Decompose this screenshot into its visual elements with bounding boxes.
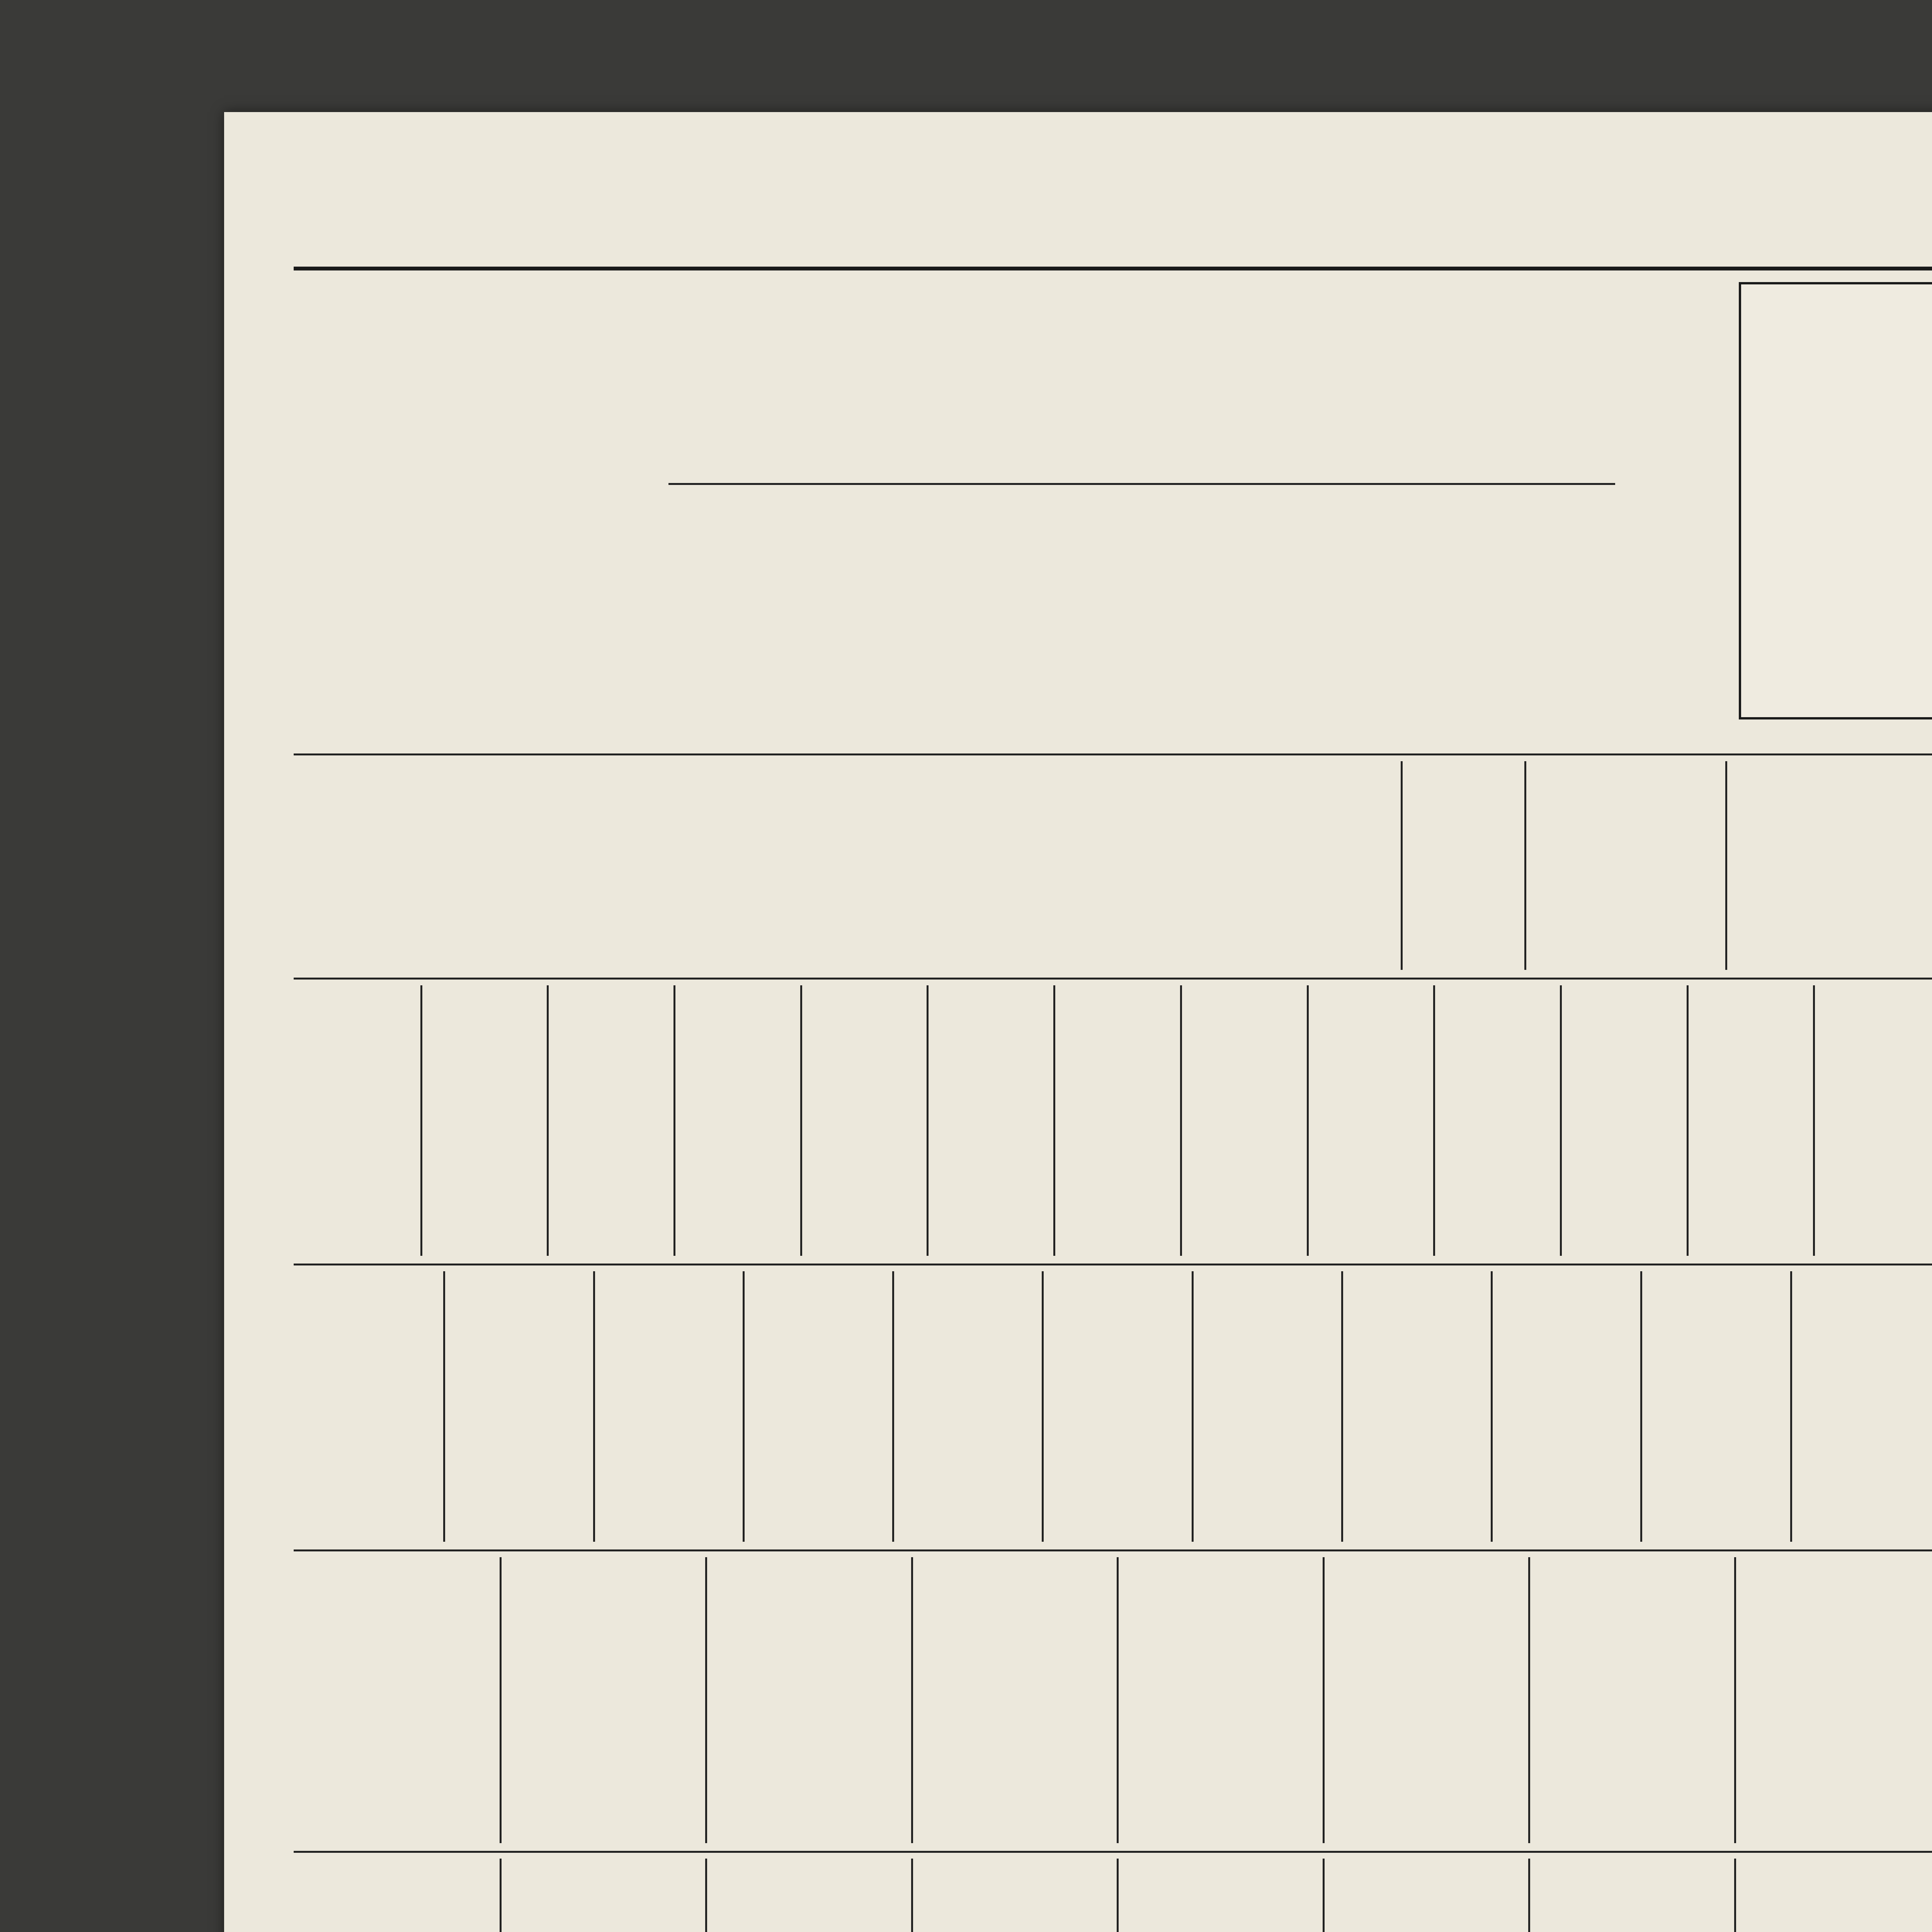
classified-ad bbox=[709, 1557, 903, 1843]
vline bbox=[443, 1271, 445, 1542]
classified-ad bbox=[709, 1859, 903, 1932]
vline bbox=[1117, 1557, 1119, 1843]
classified-ad bbox=[1311, 985, 1426, 1256]
classified-ad bbox=[1644, 1271, 1782, 1542]
vline bbox=[547, 985, 549, 1256]
vline bbox=[1528, 1859, 1530, 1932]
classified-ad bbox=[1184, 985, 1299, 1256]
vline bbox=[1042, 1271, 1044, 1542]
vline bbox=[705, 1859, 707, 1932]
ad-scroll-mounting bbox=[804, 761, 989, 970]
vline bbox=[743, 1271, 745, 1542]
divider-c bbox=[294, 978, 1932, 980]
vline bbox=[892, 1271, 894, 1542]
classified-ad bbox=[1121, 1557, 1315, 1843]
vline bbox=[593, 1271, 595, 1542]
story-1 bbox=[1646, 282, 1731, 746]
vline bbox=[1524, 761, 1526, 970]
classified-ad bbox=[747, 1271, 884, 1542]
classified-ad bbox=[298, 1271, 435, 1542]
vline bbox=[911, 1859, 913, 1932]
classified-ad bbox=[896, 1271, 1034, 1542]
newspaper-page bbox=[224, 112, 1932, 1932]
masthead-rule bbox=[294, 267, 1932, 270]
ad-newspaper-ad bbox=[1406, 761, 1519, 970]
vline bbox=[1560, 985, 1562, 1256]
story-5 bbox=[1151, 491, 1484, 746]
classified-ad bbox=[503, 1859, 698, 1932]
ad-construction bbox=[668, 761, 796, 970]
classified-ad bbox=[1564, 985, 1679, 1256]
vline bbox=[1341, 1271, 1343, 1542]
story-7 bbox=[668, 491, 873, 746]
story-8 bbox=[1731, 761, 1932, 970]
vline bbox=[1813, 985, 1815, 1256]
story-1-body-col bbox=[1492, 282, 1642, 746]
vline bbox=[1117, 1859, 1119, 1932]
divider-f bbox=[294, 1851, 1932, 1853]
ad-charity bbox=[1530, 761, 1716, 970]
classified-ad bbox=[1738, 1859, 1932, 1932]
story-4 bbox=[668, 282, 989, 475]
classified-ad bbox=[677, 985, 793, 1256]
story-3 bbox=[997, 282, 1306, 475]
divider-a bbox=[668, 483, 1615, 485]
vline bbox=[1433, 985, 1435, 1256]
classified-ad bbox=[1738, 1557, 1932, 1843]
classified-ad bbox=[1817, 985, 1932, 1256]
vline bbox=[420, 985, 422, 1256]
vline bbox=[1640, 1271, 1642, 1542]
ad-tailor bbox=[997, 761, 1117, 970]
classified-ad bbox=[915, 1859, 1109, 1932]
vline bbox=[1401, 761, 1403, 970]
vline bbox=[1307, 985, 1309, 1256]
classified-ad bbox=[930, 985, 1046, 1256]
classified-ad bbox=[298, 985, 413, 1256]
vline bbox=[1180, 985, 1182, 1256]
divider-e bbox=[294, 1549, 1932, 1551]
classified-ad bbox=[1690, 985, 1806, 1256]
classified-ad bbox=[298, 1859, 492, 1932]
classified-ad bbox=[804, 985, 919, 1256]
divider-d bbox=[294, 1264, 1932, 1265]
classified-ad bbox=[597, 1271, 735, 1542]
classified-ad bbox=[1327, 1557, 1521, 1843]
vline bbox=[800, 985, 802, 1256]
vline bbox=[1687, 985, 1689, 1256]
classified-ad bbox=[1121, 1859, 1315, 1932]
vline bbox=[1491, 1271, 1493, 1542]
vline bbox=[1528, 1557, 1530, 1843]
classified-ad bbox=[1196, 1271, 1333, 1542]
vline bbox=[1323, 1859, 1325, 1932]
vline bbox=[705, 1557, 707, 1843]
story-6 bbox=[881, 491, 1144, 746]
vline bbox=[1192, 1271, 1194, 1542]
classified-ad bbox=[447, 1271, 585, 1542]
classified-ad bbox=[1794, 1271, 1932, 1542]
classified-ad bbox=[1345, 1271, 1483, 1542]
classified-ad bbox=[1532, 1557, 1726, 1843]
classified-ad bbox=[1057, 985, 1172, 1256]
vline bbox=[500, 1859, 502, 1932]
vline bbox=[1725, 761, 1727, 970]
classified-ad bbox=[1437, 985, 1552, 1256]
ad-painting bbox=[1267, 761, 1395, 970]
masthead bbox=[224, 189, 1932, 263]
vline bbox=[1734, 1859, 1736, 1932]
ad-renovation bbox=[1124, 761, 1260, 970]
story-2 bbox=[1314, 282, 1484, 475]
lottery-box bbox=[1739, 282, 1932, 719]
classified-ad bbox=[1532, 1859, 1726, 1932]
vline bbox=[911, 1557, 913, 1843]
classified-ad bbox=[424, 985, 539, 1256]
classified-ad bbox=[298, 1557, 492, 1843]
classified-ad bbox=[1327, 1859, 1521, 1932]
vline bbox=[1734, 1557, 1736, 1843]
vline bbox=[927, 985, 929, 1256]
classified-ad bbox=[915, 1557, 1109, 1843]
classified-ad bbox=[503, 1557, 698, 1843]
classified-ad bbox=[1495, 1271, 1633, 1542]
divider-b bbox=[294, 753, 1932, 755]
vline bbox=[500, 1557, 502, 1843]
vline bbox=[1790, 1271, 1792, 1542]
classified-ad bbox=[1046, 1271, 1184, 1542]
vline bbox=[673, 985, 675, 1256]
vline bbox=[1053, 985, 1055, 1256]
classified-ad bbox=[551, 985, 666, 1256]
vline bbox=[1323, 1557, 1325, 1843]
